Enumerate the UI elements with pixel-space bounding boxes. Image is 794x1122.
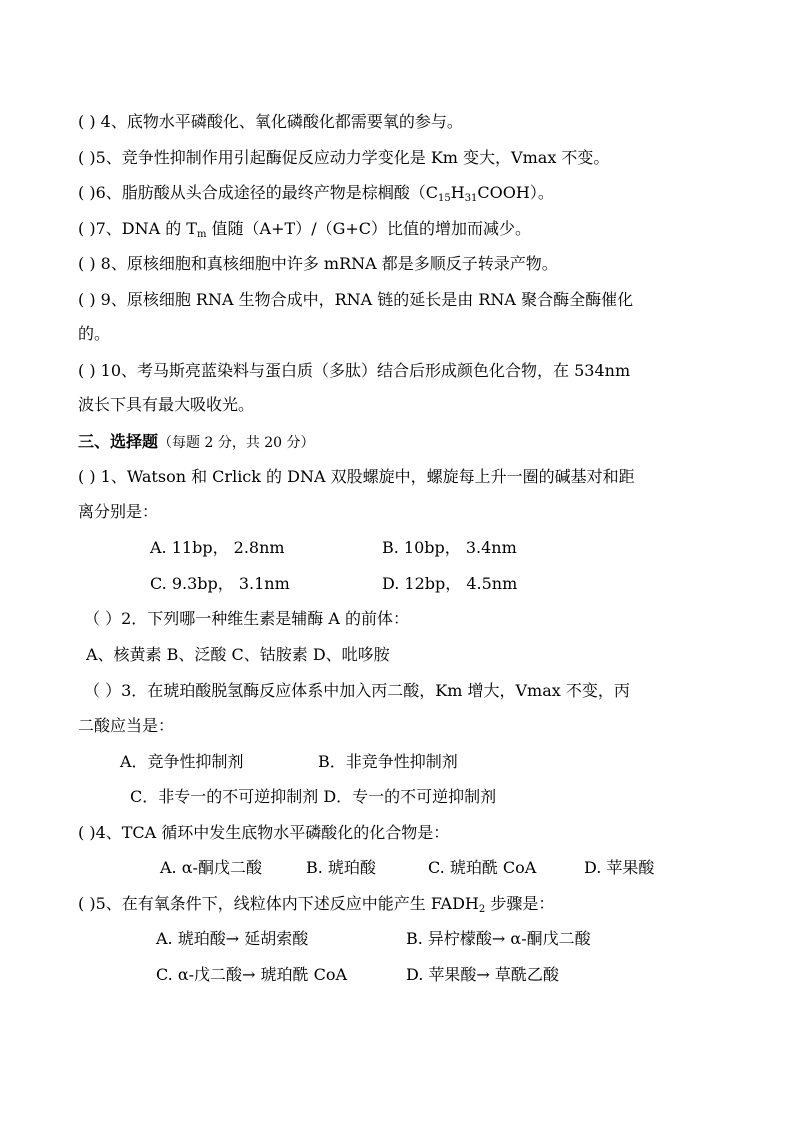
mc-q4-option-b: B. 琥珀酸: [306, 858, 376, 877]
tf-question-5: ( )5、竞争性抑制作用引起酶促反应动力学变化是 Km 变大，Vmax 不变。: [78, 148, 610, 167]
mc-question-5: ( )5、在有氧条件下，线粒体内下述反应中能产生 $FADH_2$ 步骤是：: [78, 894, 555, 915]
tf-question-6: ( )6、脂肪酸从头合成途径的最终产物是棕榈酸$(C_{15}H_{31}COOH)$。: [78, 183, 554, 204]
tf-question-10-line1: ( ) 10、考马斯亮蓝染料与蛋白质（多肽）结合后形成颜色化合物，在 534nm: [78, 361, 631, 380]
mc-q5-option-a: A. 琥珀酸→ 延胡索酸: [156, 929, 309, 948]
mc-q1-option-c: C. 9.3bp， 3.1nm: [150, 574, 290, 593]
tf-question-9-line1: ( ) 9、原核细胞 RNA 生物合成中，RNA 链的延长是由 RNA 聚合酶全酶催化: [78, 290, 634, 309]
mc-q4-option-a: A. α-酮戊二酸: [160, 858, 262, 877]
mc-q2-options: A、核黄素 B、泛酸 C、钴胺素 D、吡哆胺: [86, 645, 390, 664]
mc-q3-options-cd: C．非专一的不可逆抑制剂 D．专一的不可逆抑制剂: [130, 787, 497, 806]
mc-question-1-line2: 离分别是：: [78, 502, 159, 521]
mc-q1-option-a: A. 11bp， 2.8nm: [150, 538, 285, 557]
mc-question-2: （ ）2．下列哪一种维生素是辅酶 A 的前体：: [84, 609, 409, 628]
tf-question-10-line2: 波长下具有最大吸收光。: [78, 395, 255, 414]
section-title: [78, 431, 315, 454]
tf-question-8: ( ) 8、原核细胞和真核细胞中许多 mRNA 都是多顺反子转录产物。: [78, 254, 558, 273]
mc-q4-option-d: D. 苹果酸: [584, 858, 655, 877]
mc-q3-option-a: A．竞争性抑制剂: [120, 752, 244, 771]
tf-question-9-line2: 的。: [78, 324, 111, 343]
tf-question-4: ( ) 4、底物水平磷酸化、氧化磷酸化都需要氧的参与。: [78, 112, 463, 131]
mc-q1-option-d: D. 12bp， 4.5nm: [382, 574, 518, 593]
tf-question-7: ( )7、DNA 的 $T_m$ 值随（A+T）/（G+C）比值的增加而减少。: [78, 219, 532, 240]
mc-q4-option-c: C. 琥珀酰 CoA: [428, 858, 537, 877]
section-score-note: （每题 2 分，共 20 分）: [158, 435, 315, 451]
mc-q5-option-d: D. 苹果酸→ 草酰乙酸: [406, 965, 559, 984]
mc-question-3-line1: （ ）3．在琥珀酸脱氢酶反应体系中加入丙二酸，Km 增大，Vmax 不变，丙: [84, 681, 630, 700]
section-title-text: 三、选择题: [78, 432, 159, 451]
mc-question-1-line1: ( ) 1、Watson 和 Crlick 的 DNA 双股螺旋中，螺旋每上升一圈的碱基对和距: [78, 467, 635, 486]
mc-q1-option-b: B. 10bp， 3.4nm: [382, 538, 517, 557]
mc-question-4: ( )4、TCA 循环中发生底物水平磷酸化的化合物是：: [78, 823, 450, 842]
mc-q3-option-b: B．非竞争性抑制剂: [318, 752, 458, 771]
mc-q5-option-b: B. 异柠檬酸→ α-酮戊二酸: [406, 929, 591, 948]
mc-question-3-line2: 二酸应当是：: [78, 716, 175, 735]
mc-q5-option-c: C. α-戊二酸→ 琥珀酰 CoA: [156, 965, 348, 984]
